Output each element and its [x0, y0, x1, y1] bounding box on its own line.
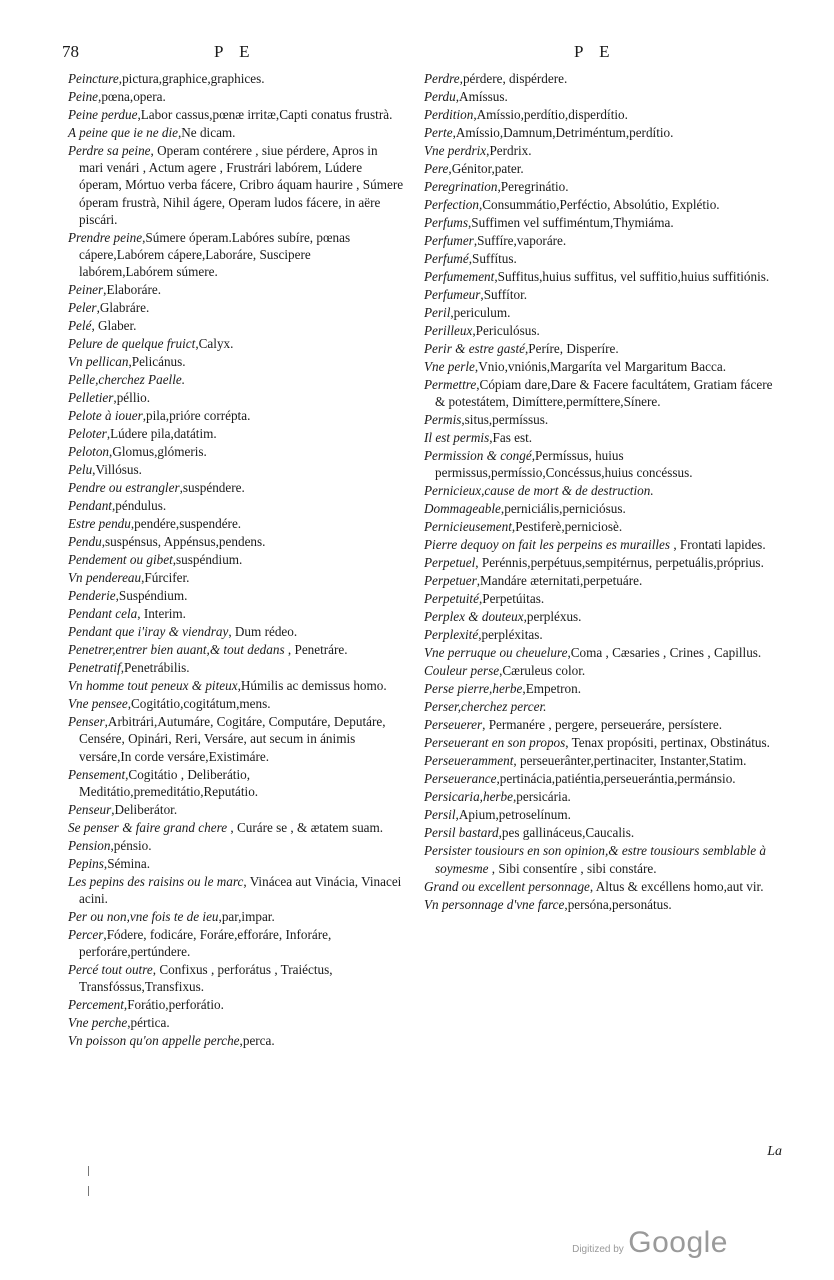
entry-headword: Peler — [68, 300, 97, 316]
dictionary-entry — [424, 788, 780, 805]
dictionary-entry — [424, 896, 780, 913]
right-column — [424, 70, 780, 914]
entry-translation: ,Suspéndium. — [115, 588, 188, 604]
entry-headword: Perplexité — [424, 627, 479, 643]
entry-headword: Perdition — [424, 107, 474, 122]
entry-translation: ,Apium,petroselínum. — [455, 807, 571, 823]
dictionary-entry — [424, 572, 780, 589]
entry-translation: ,Pelicánus. — [128, 354, 186, 370]
dictionary-entry — [424, 196, 780, 213]
dictionary-entry — [424, 340, 780, 357]
dictionary-entry — [68, 515, 404, 532]
entry-translation: ,Amíssio,Damnum,Detriméntum,perdítio. — [452, 125, 674, 140]
dictionary-entry — [424, 447, 780, 481]
entry-headword: Vne perruque ou cheuelure — [424, 645, 568, 661]
dictionary-entry — [424, 411, 780, 428]
entry-headword: Pere — [424, 161, 449, 176]
entry-headword: Peine perdue — [68, 107, 138, 122]
entry-translation: ,Pestiferè,perniciosè. — [511, 519, 623, 535]
entry-headword: Permis — [424, 412, 462, 428]
entry-translation: ,Suffítus. — [468, 251, 517, 266]
entry-translation: ,Ne dicam. — [177, 125, 236, 140]
entry-translation: ,Elaboráre. — [103, 282, 161, 298]
dictionary-entry — [68, 641, 404, 658]
entry-headword: Percer — [68, 927, 104, 943]
entry-translation: ,Perpetúitas. — [478, 591, 545, 607]
entry-translation: ,persóna,personátus. — [564, 896, 672, 912]
entry-headword: Perfumer — [424, 233, 474, 248]
entry-translation: ,Glomus,glómeris. — [109, 444, 207, 460]
entry-headword: Pepins — [68, 855, 104, 871]
dictionary-entry — [424, 608, 780, 625]
entry-translation: ,Penetrábilis. — [120, 660, 190, 676]
entry-translation: ,Períre, Disperíre. — [524, 341, 619, 356]
dictionary-entry — [424, 214, 780, 231]
entry-translation: , Sibi consentíre , sibi constáre. — [488, 860, 657, 876]
entry-headword: Vne pensee — [68, 696, 128, 712]
entry-translation: ,Mandáre æternitati,perpetuáre. — [476, 573, 643, 589]
entry-headword: Vn pendereau — [68, 570, 142, 586]
entry-translation: ,Cæruleus color. — [499, 663, 586, 679]
entry-headword: Peregrination — [424, 179, 498, 194]
dictionary-entry — [424, 716, 780, 733]
entry-translation: ,Suffimen vel suffiméntum,Thymiáma. — [467, 215, 674, 230]
entry-translation: ,suspéndium. — [172, 552, 243, 568]
entry-headword: Pelu — [68, 462, 93, 478]
running-head-right: P E — [574, 42, 616, 61]
entry-headword: Pendement ou gibet — [68, 552, 173, 568]
entry-headword: Pendant que i'iray & viendray — [68, 624, 229, 640]
entry-headword: Perplex & douteux — [424, 609, 524, 625]
entry-headword: Permettre — [424, 377, 477, 392]
dictionary-entry — [424, 286, 780, 303]
dictionary-entry — [424, 734, 780, 751]
entry-translation: ,Amíssio,perdítio,disperdítio. — [473, 107, 628, 122]
entry-headword: Per ou non,vne fois te de ieu — [68, 909, 219, 925]
entry-translation: , Confixus , perforátus , Traiéctus, Transfóssus,Transfixus. — [79, 962, 333, 995]
entry-headword: Vne perdrix — [424, 143, 487, 158]
dictionary-entry — [424, 824, 780, 841]
entry-headword: Se penser & faire grand chere — [68, 819, 228, 835]
entry-translation: ,péllio. — [113, 390, 151, 406]
dictionary-entry — [68, 479, 404, 496]
entry-headword: Perdre — [424, 71, 460, 86]
entry-headword: Estre pendu — [68, 516, 131, 532]
entry-headword: Pelure de quelque fruict — [68, 336, 196, 352]
entry-headword: Perpetuité — [424, 591, 479, 607]
entry-headword: Penetrer,entrer bien auant,& tout dedans — [68, 642, 285, 658]
entry-translation: , Dum rédeo. — [228, 624, 298, 640]
running-head-left: P E — [214, 42, 256, 61]
dictionary-entry — [68, 1032, 404, 1049]
entry-translation: ,péndulus. — [111, 498, 167, 514]
entry-headword: Perdu — [424, 89, 456, 104]
entry-translation: ,Empetron. — [522, 681, 581, 697]
entry-translation: ,pœna,opera. — [98, 89, 166, 104]
entry-translation: ,suspénsus, Appénsus,pendens. — [101, 534, 266, 550]
dictionary-entry — [424, 644, 780, 661]
entry-headword: Les pepins des raisins ou le marc — [68, 873, 244, 889]
entry-headword: Penetratif — [68, 660, 121, 676]
entry-translation: , Altus & excéllens homo,aut vir. — [589, 878, 764, 894]
entry-headword: Perte — [424, 125, 453, 140]
dictionary-entry — [424, 662, 780, 679]
entry-translation: ,Villósus. — [92, 462, 142, 478]
entry-headword: Persil bastard — [424, 825, 499, 841]
dictionary-entry — [68, 425, 404, 442]
entry-headword: Dommageable — [424, 501, 501, 517]
dictionary-entry — [68, 124, 404, 141]
dictionary-entry — [68, 443, 404, 460]
dictionary-entry — [68, 659, 404, 676]
dictionary-entry — [424, 160, 780, 177]
dictionary-entry — [68, 497, 404, 514]
dictionary-entry — [68, 371, 404, 388]
entry-headword: Perir & estre gasté — [424, 341, 525, 356]
entry-headword: Percement — [68, 997, 124, 1013]
dictionary-entry — [68, 677, 404, 694]
left-column — [68, 70, 404, 1050]
entry-headword: Penderie — [68, 588, 116, 604]
dictionary-entry — [424, 554, 780, 571]
entry-translation: ,persicária. — [513, 789, 571, 805]
dictionary-entry — [424, 842, 780, 876]
dictionary-entry — [68, 106, 404, 123]
entry-translation: ,Periculósus. — [472, 323, 540, 338]
entry-translation: , Tenax propósiti, pertinax, Obstinátus. — [565, 735, 770, 751]
dictionary-entry — [424, 70, 780, 87]
entry-translation: , Permanére , pergere, perseueráre, persístere. — [482, 717, 723, 733]
entry-headword: Vn poisson qu'on appelle perche — [68, 1033, 240, 1049]
entry-translation: ,Suffíre,vaporáre. — [473, 233, 567, 248]
entry-translation: ,Sémina. — [103, 855, 151, 871]
entry-translation: ,periculum. — [450, 305, 511, 320]
dictionary-entry — [68, 623, 404, 640]
entry-translation: ,Suffitus,huius suffitus, vel suffitio,huius suffitiónis. — [494, 269, 770, 284]
catchword: La — [767, 1144, 782, 1159]
dictionary-entry — [424, 142, 780, 159]
entry-headword: Grand ou excellent personnage — [424, 878, 590, 894]
entry-translation: ,Glabráre. — [96, 300, 150, 316]
entry-headword: Perilleux — [424, 323, 473, 338]
entry-translation: ,perpléxitas. — [478, 627, 543, 643]
dictionary-entry — [68, 1014, 404, 1031]
dictionary-entry — [424, 770, 780, 787]
entry-headword: Pelle,cherchez Paelle. — [68, 372, 186, 388]
entry-translation: ,Vnio,vniónis,Margaríta vel Margaritum Bacca. — [474, 359, 727, 374]
dictionary-entry — [424, 232, 780, 249]
entry-translation: ,Génitor,pater. — [448, 161, 524, 176]
entry-translation: ,Cogitátio,cogitátum,mens. — [127, 696, 271, 712]
digitized-prefix: Digitized by — [572, 1244, 624, 1255]
entry-headword: Perser,cherchez percer. — [424, 699, 547, 715]
entry-headword: Perdre sa peine — [68, 143, 151, 158]
dictionary-entry — [68, 996, 404, 1013]
entry-translation: ,pes gallináceus,Caucalis. — [498, 825, 635, 841]
entry-translation: ,par,impar. — [218, 909, 275, 925]
entry-translation: ,pertinácia,patiéntia,perseuerántia,permánsio. — [496, 771, 736, 787]
entry-translation: ,pénsio. — [110, 837, 152, 853]
dictionary-entry — [424, 358, 780, 375]
entry-headword: A peine que ie ne die — [68, 125, 178, 140]
dictionary-entry — [68, 569, 404, 586]
dictionary-entry — [424, 322, 780, 339]
entry-translation: ,pértica. — [127, 1015, 170, 1031]
dictionary-entry — [68, 88, 404, 105]
entry-headword: Perpetuer — [424, 573, 477, 589]
dictionary-entry — [68, 801, 404, 818]
entry-translation: , Perénnis,perpétuus,sempitérnus, perpetuális,próprius. — [475, 555, 764, 571]
entry-headword: Pierre dequoy on fait les perpeins es murailles — [424, 537, 671, 553]
entry-headword: Vn pellican — [68, 354, 129, 370]
entry-headword: Pension — [68, 837, 111, 853]
entry-translation: ,Fúrcifer. — [141, 570, 190, 586]
entry-headword: Pelletier — [68, 390, 114, 406]
dictionary-entry — [68, 713, 404, 765]
entry-translation: ,pila,prióre corrépta. — [142, 408, 251, 424]
dictionary-entry — [68, 142, 404, 228]
entry-headword: Pensement — [68, 766, 126, 782]
entry-translation: , Penetráre. — [284, 642, 348, 658]
entry-headword: Percé tout outre — [68, 962, 153, 978]
entry-translation: ,Coma , Cæsaries , Crines , Capillus. — [567, 645, 762, 661]
digitized-watermark — [572, 1226, 728, 1260]
entry-headword: Peincture — [68, 71, 119, 86]
entry-headword: Persil — [424, 807, 456, 823]
entry-translation: ,Húmilis ac demissus homo. — [237, 678, 387, 694]
dictionary-entry — [424, 429, 780, 446]
dictionary-entry — [68, 461, 404, 478]
entry-translation: ,Fódere, fodicáre, Foráre,efforáre, Inforáre, perforáre,pertúndere. — [79, 927, 332, 960]
entry-headword: Il est permis — [424, 430, 490, 446]
entry-headword: Penser — [68, 714, 105, 730]
dictionary-entry — [68, 961, 404, 995]
dictionary-entry — [424, 250, 780, 267]
entry-headword: Pernicieusement — [424, 519, 512, 535]
dictionary-entry — [68, 695, 404, 712]
entry-translation: ,Arbitrári,Autumáre, Cogitáre, Computáre, Deputáre, Censére, Opinári, Reri, Versáre, aut secum in ánimis versáre,In corde versáre,Existimáre. — [79, 714, 386, 764]
entry-headword: Pendant — [68, 498, 112, 514]
dictionary-entry — [68, 281, 404, 298]
dictionary-entry — [68, 353, 404, 370]
entry-headword: Pendu — [68, 534, 102, 550]
entry-headword: Peloton — [68, 444, 110, 460]
dictionary-entry — [424, 806, 780, 823]
entry-headword: Peloter — [68, 426, 107, 442]
entry-translation: ,Permíssus, huius permissus,permíssio,Concéssus,huius concéssus. — [435, 448, 693, 481]
dictionary-entry — [68, 837, 404, 854]
entry-translation: ,Perdrix. — [486, 143, 532, 158]
dictionary-entry — [68, 551, 404, 568]
dictionary-entry — [68, 926, 404, 960]
entry-headword: Vn homme tout peneux & piteux — [68, 678, 238, 694]
entry-headword: Vne perche — [68, 1015, 128, 1031]
entry-translation: , Operam contérere , siue pérdere, Apros in mari venári , Actum agere , Frustrári labórem, Lúdere óperam, Mórtuo verba fácere, Cribro áquam haurire , Súmere óperam frustrà, Nihil ágere, Operam ludos fácere, in aëre piscári. — [79, 143, 404, 227]
entry-headword: Permission & congé — [424, 448, 532, 464]
dictionary-entry — [68, 908, 404, 925]
entry-headword: Pendre ou estrangler — [68, 480, 180, 496]
entry-headword: Pelé — [68, 318, 92, 334]
dictionary-entry — [68, 317, 404, 334]
dictionary-entry — [68, 533, 404, 550]
entry-translation: ,Fas est. — [489, 430, 533, 446]
entry-headword: Perseuerer — [424, 717, 483, 733]
dictionary-entry — [424, 536, 780, 553]
dictionary-entry — [68, 766, 404, 800]
entry-translation: , perseuerânter,pertinaciter, Instanter,Statim. — [513, 753, 747, 769]
entry-translation: ,pictura,graphice,graphices. — [118, 71, 265, 86]
entry-translation: ,Cópiam dare,Dare & Facere facultátem, Gratiam fácere & potestátem, Dimíttere,permíttere,Sínere. — [435, 377, 773, 410]
entry-translation: ,Forátio,perforátio. — [123, 997, 224, 1013]
entry-headword: Pernicieux,cause de mort & de destruction. — [424, 483, 654, 499]
dictionary-entry — [424, 178, 780, 195]
entry-translation: ,Calyx. — [195, 336, 234, 352]
entry-translation: ,situs,permíssus. — [461, 412, 549, 428]
dictionary-entry — [424, 304, 780, 321]
dictionary-entry — [68, 335, 404, 352]
entry-translation: ,Lúdere pila,datátim. — [106, 426, 217, 442]
dictionary-entry — [68, 587, 404, 604]
dictionary-entry — [424, 268, 780, 285]
entry-headword: Perfums — [424, 215, 468, 230]
entry-headword: Pendant cela — [68, 606, 138, 622]
page-number: 78 — [62, 42, 79, 61]
dictionary-entry — [68, 229, 404, 281]
entry-headword: Vn personnage d'vne farce — [424, 896, 565, 912]
entry-translation: ,Peregrinátio. — [497, 179, 569, 194]
entry-translation: ,Deliberátor. — [111, 801, 178, 817]
entry-translation: ,perniciális,perniciósus. — [500, 501, 626, 517]
entry-translation: ,pérdere, dispérdere. — [459, 71, 568, 86]
entry-headword: Perseuerant en son propos — [424, 735, 566, 751]
google-logo: Google — [628, 1226, 728, 1259]
entry-translation: ,Consummátio,Perféctio, Absolútio, Explétio. — [478, 197, 720, 212]
entry-translation: ,perpléxus. — [523, 609, 582, 625]
page-header — [0, 42, 834, 66]
dictionary-entry — [68, 605, 404, 622]
entry-translation: ,Cogitátio , Deliberátio, Meditátio,premeditátio,Reputátio. — [79, 766, 259, 799]
dictionary-entry — [424, 752, 780, 769]
entry-headword: Persicaria,herbe — [424, 789, 513, 805]
dictionary-entry — [68, 819, 404, 836]
entry-headword: Perfumé — [424, 251, 469, 266]
entry-headword: Peril — [424, 305, 451, 320]
margin-mark — [88, 1186, 89, 1196]
entry-headword: Perse pierre,herbe — [424, 681, 523, 697]
dictionary-entry — [424, 500, 780, 517]
entry-translation: ,perca. — [239, 1033, 275, 1049]
entry-headword: Perfumeur — [424, 287, 481, 302]
entry-headword: Vne perle — [424, 359, 475, 374]
entry-headword: Perseuerance — [424, 771, 497, 787]
entry-translation: ,suspéndere. — [179, 480, 245, 496]
entry-headword: Persister tousiours en son opinion,& estre tousiours semblable à soymesme — [424, 843, 767, 876]
dictionary-entry — [68, 299, 404, 316]
entry-translation: ,pendére,suspendére. — [130, 516, 242, 532]
entry-headword: Perfection — [424, 197, 479, 212]
dictionary-entry — [68, 407, 404, 424]
entry-translation: , Vinácea aut Vinácia, Vinacei acini. — [79, 873, 402, 907]
dictionary-entry — [68, 855, 404, 872]
entry-translation: , Interim. — [137, 606, 186, 622]
entry-headword: Perseueramment — [424, 753, 514, 769]
dictionary-entry — [68, 70, 404, 87]
dictionary-entry — [424, 878, 780, 895]
entry-translation: , Frontati lapides. — [670, 537, 766, 553]
dictionary-entry — [424, 482, 780, 499]
dictionary-entry — [68, 873, 404, 907]
dictionary-entry — [68, 389, 404, 406]
entry-translation: ,Suffítor. — [480, 287, 528, 302]
entry-translation: ,Labor cassus,pœnæ irritæ,Capti conatus frustrà. — [137, 107, 393, 122]
margin-mark — [88, 1166, 89, 1176]
dictionary-entry — [424, 626, 780, 643]
entry-translation: ,Amíssus. — [455, 89, 508, 104]
entry-translation: , Glaber. — [91, 318, 137, 334]
dictionary-entry — [424, 698, 780, 715]
dictionary-entry — [424, 590, 780, 607]
dictionary-entry — [424, 88, 780, 105]
entry-headword: Perfumement — [424, 269, 495, 284]
entry-headword: Peiner — [68, 282, 104, 298]
entry-headword: Peine — [68, 89, 99, 104]
dictionary-entry — [424, 106, 780, 123]
entry-headword: Prendre peine — [68, 229, 143, 245]
entry-translation: , Curáre se , & ætatem suam. — [227, 819, 384, 835]
entry-headword: Couleur perse — [424, 663, 500, 679]
entry-translation: ,Súmere óperam.Labóres subíre, pœnas cápere,Labórem cápere,Laboráre, Suscipere labórem,Labórem súmere. — [79, 229, 351, 280]
dictionary-entry — [424, 518, 780, 535]
dictionary-entry — [424, 124, 780, 141]
entry-headword: Pelote à iouer — [68, 408, 143, 424]
dictionary-entry — [424, 680, 780, 697]
entry-headword: Penseur — [68, 801, 112, 817]
dictionary-entry — [424, 376, 780, 410]
entry-headword: Perpetuel — [424, 555, 476, 571]
